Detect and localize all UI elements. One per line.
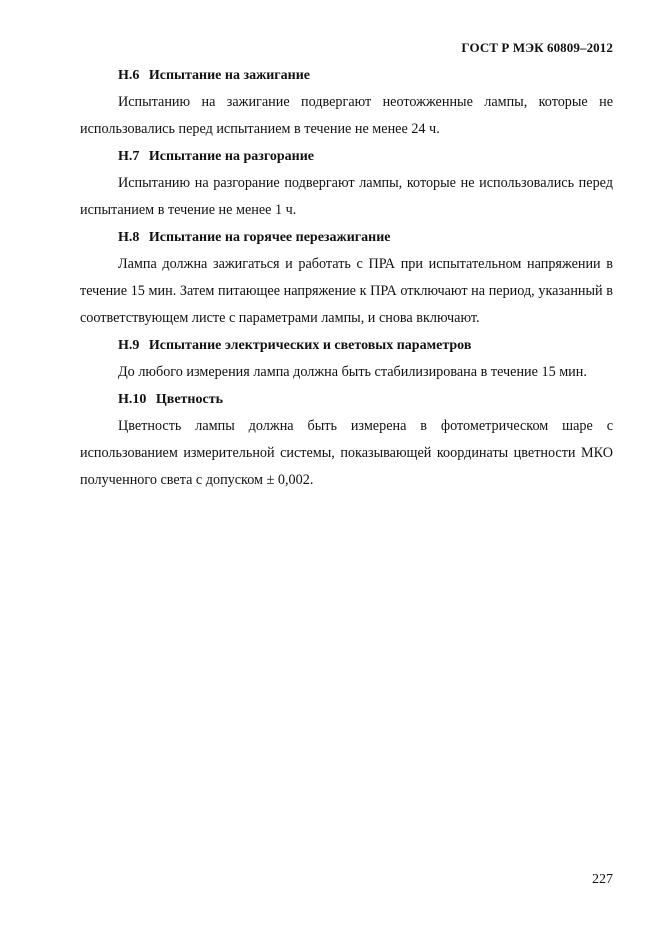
section-h7	[80, 143, 613, 224]
section-h6	[80, 62, 613, 143]
section-title	[80, 62, 613, 89]
section-paragraph: Лампа должна зажигаться и работать с ПРА при испытательном напряжении в течение 15 мин. Затем питающее напряжение к ПРА отключают на период, указанный в соответствующем листе с параметрами лампы, и снова включают.	[80, 256, 613, 326]
section-title	[80, 386, 613, 413]
section-title	[80, 143, 613, 170]
section-h10	[80, 386, 613, 494]
section-title-text: Испытание электрических и световых параметров	[148, 338, 472, 353]
page-number: 227	[592, 872, 613, 887]
section-paragraph: До любого измерения лампа должна быть стабилизирована в течение 15 мин.	[118, 364, 587, 380]
section-title-text: Цветность	[155, 392, 223, 407]
section-number: Н.10	[118, 392, 147, 407]
section-number: Н.9	[118, 338, 140, 353]
section-title-text: Испытание на разгорание	[148, 149, 315, 164]
section-paragraph: Испытанию на зажигание подвергают неотожженные лампы, которые не использовались перед испытанием в течение не менее 24 ч.	[80, 94, 613, 137]
section-title-text: Испытание на горячее перезажигание	[148, 230, 391, 245]
document-code-header: ГОСТ Р МЭК 60809–2012	[461, 40, 613, 55]
section-paragraph: Цветность лампы должна быть измерена в фотометрическом шаре с использованием измерительной системы, показывающей координаты цветности МКО полученного света с допуском ± 0,002.	[80, 418, 613, 488]
section-number: Н.6	[118, 68, 140, 83]
section-title	[80, 332, 613, 359]
page-content	[80, 62, 613, 494]
section-h9	[80, 332, 613, 386]
section-number: Н.7	[118, 149, 140, 164]
section-paragraph: Испытанию на разгорание подвергают лампы, которые не использовались перед испытанием в течение не менее 1 ч.	[80, 175, 613, 218]
section-title	[80, 224, 613, 251]
section-h8	[80, 224, 613, 332]
section-number: Н.8	[118, 230, 140, 245]
section-title-text: Испытание на зажигание	[148, 68, 310, 83]
